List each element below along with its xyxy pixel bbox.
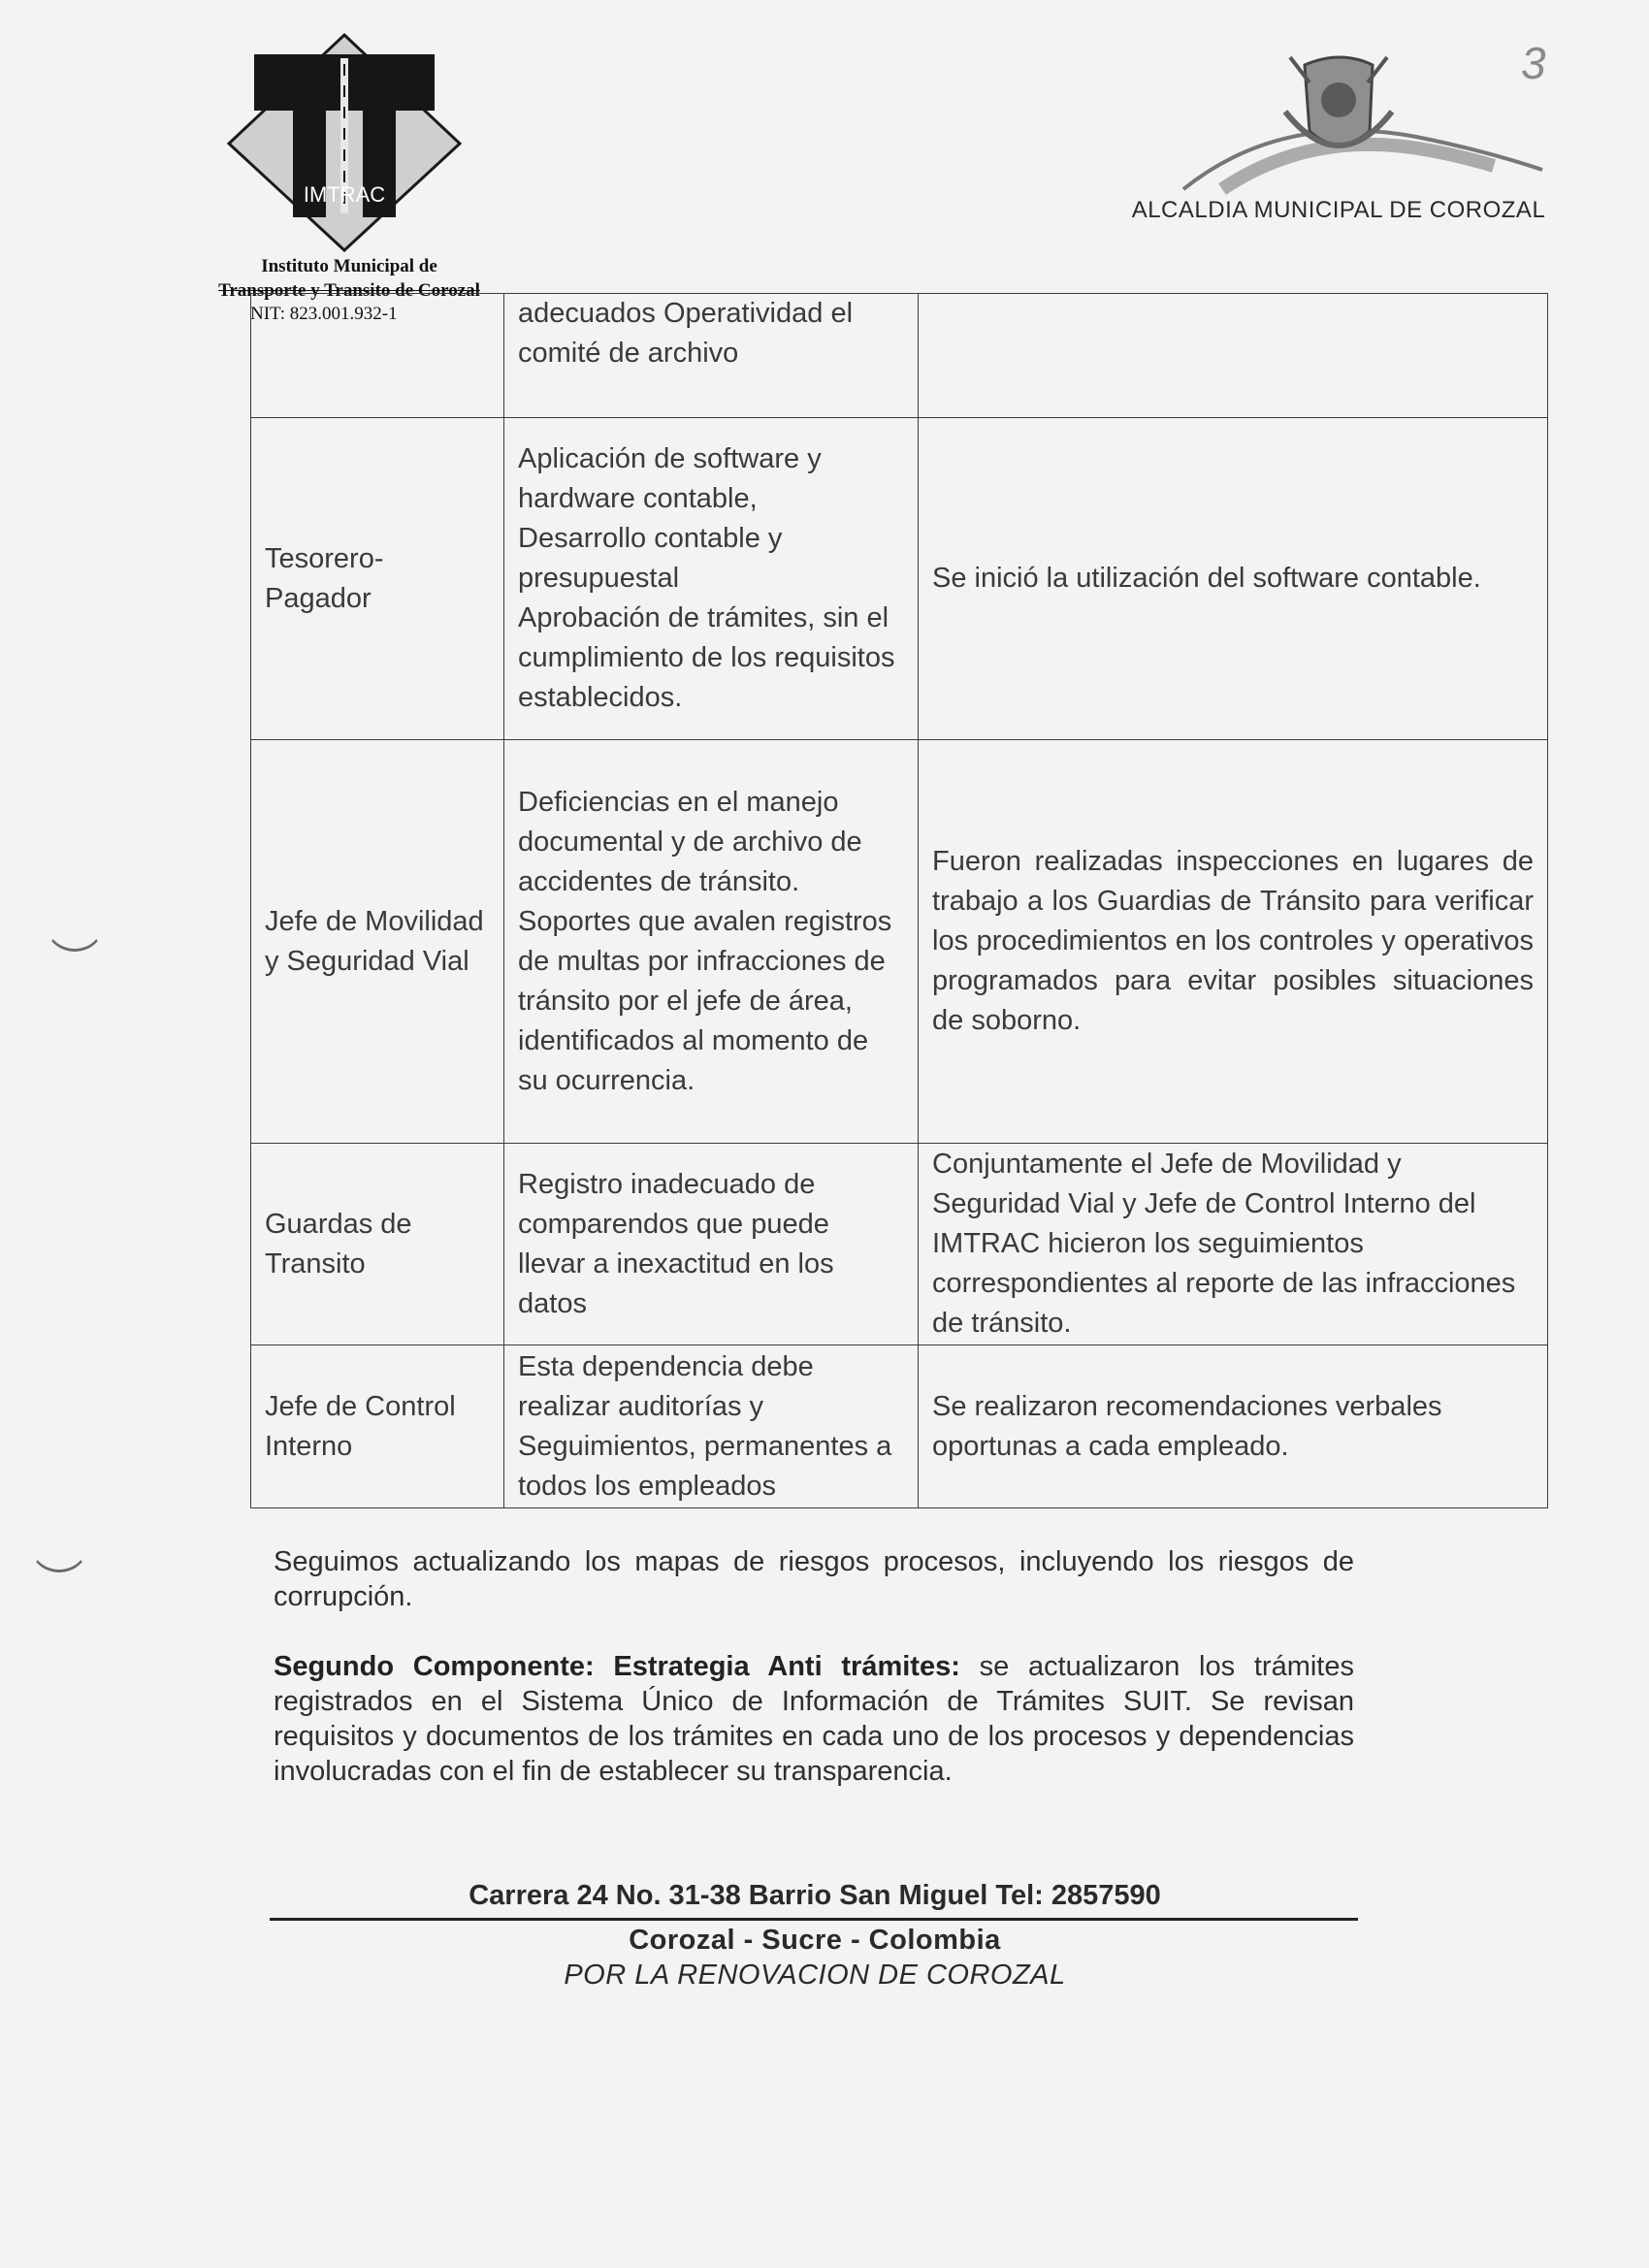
svg-text:IMTRAC: IMTRAC	[303, 182, 386, 207]
risk-table	[250, 293, 1548, 1508]
punch-hole-mark	[45, 892, 105, 952]
table-cell-risk: Deficiencias en el manejo documental y de archivo de accidentes de tránsito. Soportes que avalen registros de multas por infracciones de tránsito por el jefe de área, identificados al momento de su ocurrencia.	[504, 740, 919, 1144]
table-row	[251, 740, 1548, 1144]
punch-hole-mark	[29, 1513, 89, 1572]
table-cell-action: Conjuntamente el Jefe de Movilidad y Seguridad Vial y Jefe de Control Interno del IMTRAC hicieron los seguimientos correspondientes al reporte de las infracciones de tránsito.	[919, 1144, 1548, 1345]
table-row	[251, 418, 1548, 740]
table-row	[251, 1144, 1548, 1345]
institute-name: Instituto Municipal de Transporte y Transito de Corozal	[218, 256, 480, 301]
table-cell-action: Se realizaron recomendaciones verbales oportunas a cada empleado.	[919, 1345, 1548, 1508]
paragraph-heading: Segundo Componente: Estrategia Anti trámites:	[274, 1651, 960, 1682]
table-cell-risk: Registro inadecuado de comparendos que puede llevar a inexactitud en los datos	[504, 1144, 919, 1345]
nit-number: NIT: 823.001.932-1	[250, 304, 398, 324]
table-cell-action: Se inició la utilización del software contable.	[919, 418, 1548, 740]
table-cell-action	[919, 294, 1548, 418]
table-cell-action: Fueron realizadas inspecciones en lugares de trabajo a los Guardias de Tránsito para verificar los procedimientos en los controles y operativos programados para evitar posibles situaciones de soborno.	[919, 740, 1548, 1144]
footer-divider	[270, 1918, 1358, 1921]
paragraph-anti-tramites	[274, 1649, 1354, 1789]
table-cell-risk: Esta dependencia debe realizar auditorías y Seguimientos, permanentes a todos los empleados	[504, 1345, 919, 1508]
footer-slogan: POR LA RENOVACION DE COROZAL	[564, 1960, 1066, 1991]
table-cell-role: Jefe de Control Interno	[251, 1345, 504, 1508]
imtrac-logo	[223, 29, 466, 252]
table-cell-risk: adecuados Operatividad el comité de archivo	[504, 294, 919, 418]
footer-city: Corozal - Sucre - Colombia	[629, 1925, 1001, 1956]
table-cell-role: Jefe de Movilidad y Seguridad Vial	[251, 740, 504, 1144]
paragraph-text: se actualizaron los trámites registrados en el Sistema Único de Información de Trámites SUIT. Se revisan requisitos y documentos de los trámites en cada uno de los procesos y dependencias involucradas con el fin de establecer su transparencia.	[274, 1651, 1354, 1787]
table-cell-role	[251, 294, 504, 418]
footer-address: Carrera 24 No. 31-38 Barrio San Miguel Tel: 2857590	[469, 1880, 1161, 1911]
table-row	[251, 294, 1548, 418]
table-cell-role: Tesorero-Pagador	[251, 418, 504, 740]
page-number: 3	[1521, 38, 1546, 88]
table-row	[251, 1345, 1548, 1508]
paragraph-risk-maps: Seguimos actualizando los mapas de riesgos procesos, incluyendo los riesgos de corrupción.	[274, 1546, 1354, 1612]
alcaldia-logo	[1164, 44, 1552, 199]
table-cell-role: Guardas de Transito	[251, 1144, 504, 1345]
table-cell-risk: Aplicación de software y hardware contable, Desarrollo contable y presupuestal Aprobación de trámites, sin el cumplimiento de los requisitos establecidos.	[504, 418, 919, 740]
alcaldia-name: ALCALDIA MUNICIPAL DE COROZAL	[1131, 197, 1546, 223]
